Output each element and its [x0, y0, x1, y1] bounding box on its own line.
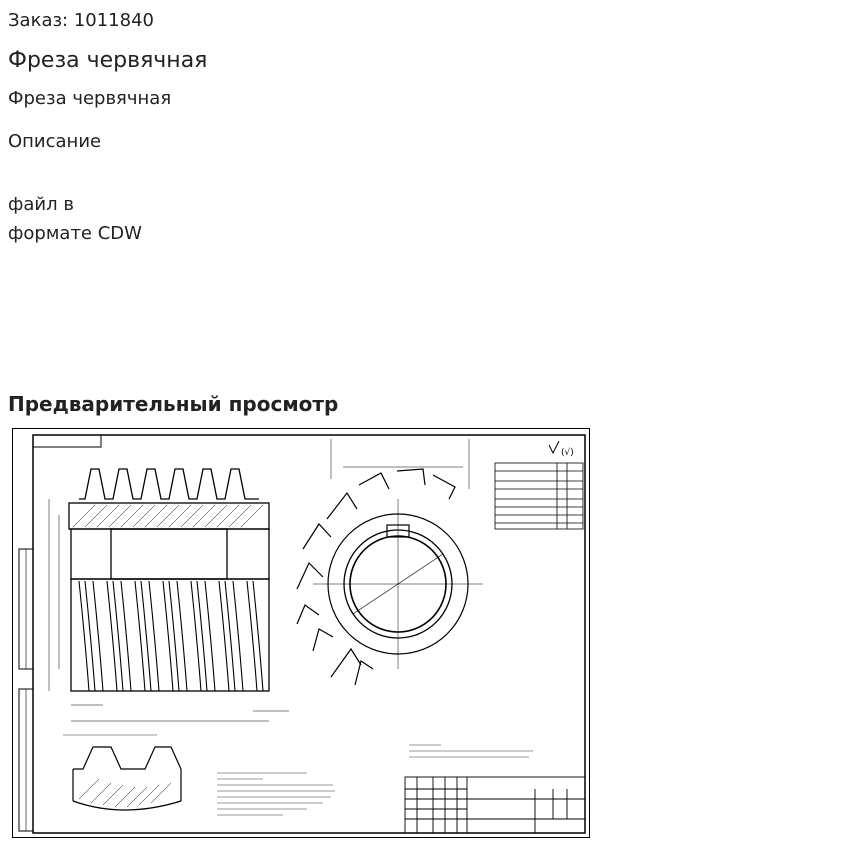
order-number: Заказ: 1011840	[8, 10, 154, 31]
product-subtitle: Фреза червячная	[8, 88, 172, 109]
product-title: Фреза червячная	[8, 48, 208, 73]
technical-drawing	[13, 429, 589, 837]
preview-image[interactable]	[12, 428, 590, 838]
description-text-line1: файл в	[8, 194, 74, 215]
description-heading: Описание	[8, 131, 102, 152]
preview-heading: Предварительный просмотр	[8, 392, 339, 416]
description-text-line2: формате CDW	[8, 223, 142, 244]
svg-text:(√): (√)	[561, 448, 574, 458]
